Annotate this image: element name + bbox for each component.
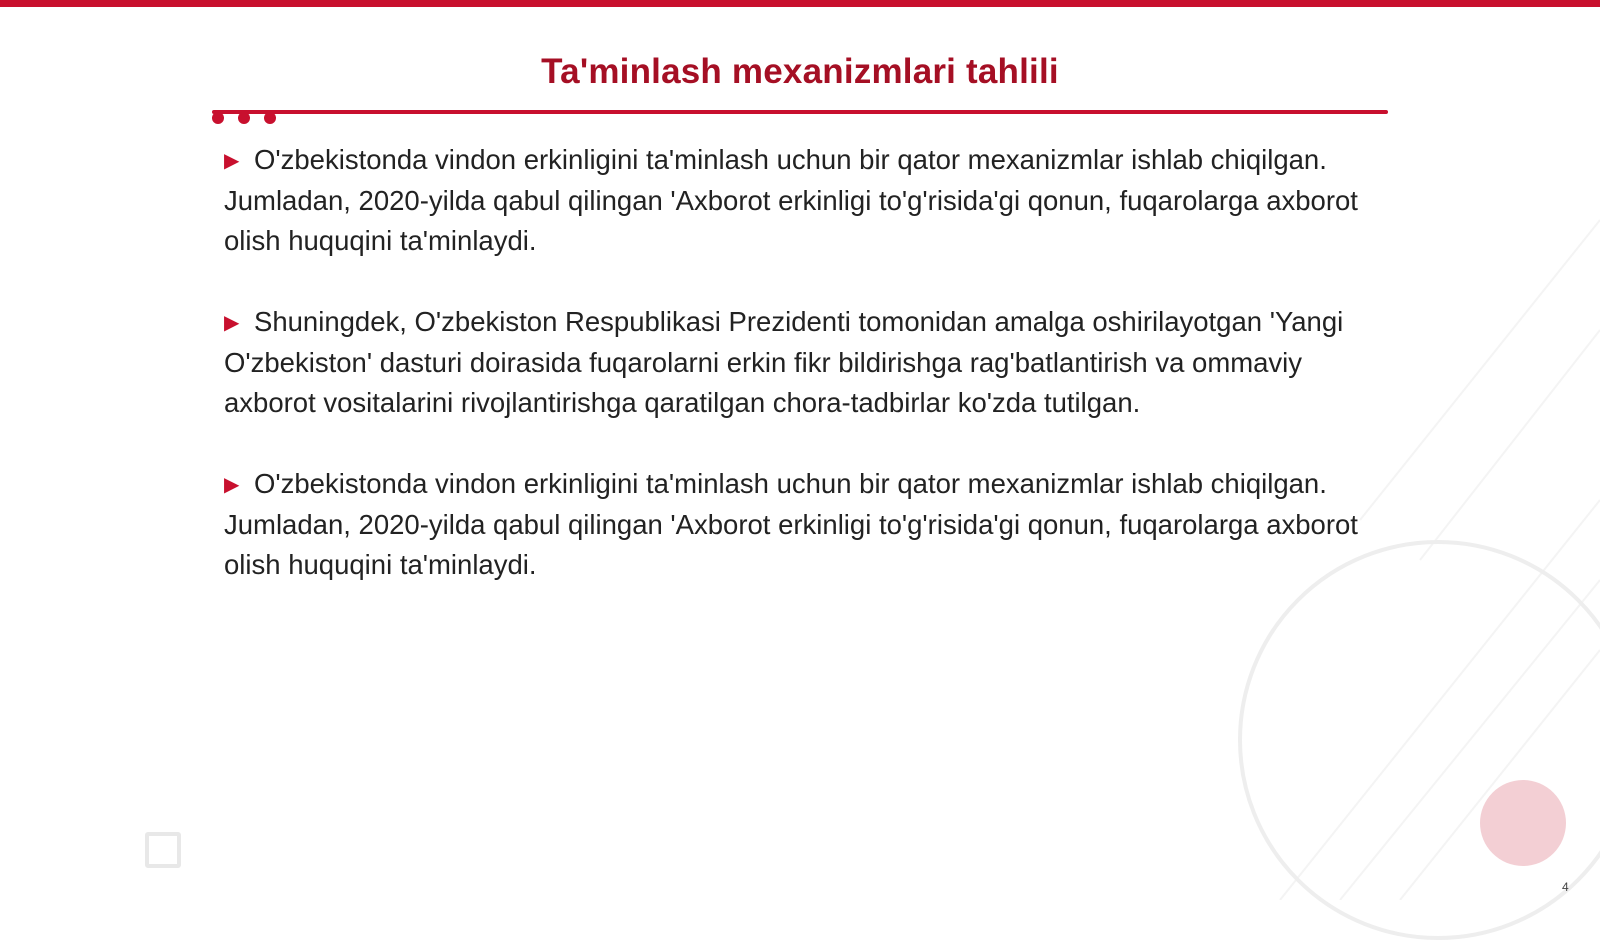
bullet-text: O'zbekistonda vindon erkinligini ta'minlash uchun bir qator mexanizmlar ishlab chiqilgan. Jumladan, 2020-yilda qabul qilingan 'Axborot erkinligi to'g'risida'gi qonun, fuqarolarga axborot olish huquqini ta'minlaydi.: [224, 468, 1358, 580]
bullet-item: [224, 464, 1374, 585]
bullet-text: O'zbekistonda vindon erkinligini ta'minlash uchun bir qator mexanizmlar ishlab chiqilgan. Jumladan, 2020-yilda qabul qilingan 'Axborot erkinligi to'g'risida'gi qonun, fuqarolarga axborot olish huquqini ta'minlaydi.: [224, 144, 1358, 256]
top-accent-bar: [0, 0, 1600, 7]
dot-icon: [212, 112, 224, 124]
triangle-bullet-icon: ▶: [224, 150, 240, 172]
bullet-list: [224, 140, 1374, 626]
triangle-bullet-icon: ▶: [224, 474, 240, 496]
bullet-text: Shuningdek, O'zbekiston Respublikasi Prezidenti tomonidan amalga oshirilayotgan 'Yangi O'zbekiston' dasturi doirasida fuqarolarni erkin fikr bildirishga rag'batlantirish va ommaviy axborot vositalarini rivojlantirishga qaratilgan chora-tadbirlar ko'zda tutilgan.: [224, 306, 1344, 418]
bullet-item: [224, 302, 1374, 423]
dot-icon: [264, 112, 276, 124]
decorative-pink-circle: [1480, 780, 1566, 866]
page-number: 4: [1562, 880, 1569, 894]
decorative-dots: [212, 112, 282, 126]
title-underline: [212, 110, 1388, 114]
decorative-square-outline: [145, 832, 181, 868]
bullet-item: [224, 140, 1374, 261]
dot-icon: [238, 112, 250, 124]
slide-title: Ta'minlash mexanizmlari tahlili: [541, 52, 1059, 91]
triangle-bullet-icon: ▶: [224, 312, 240, 334]
